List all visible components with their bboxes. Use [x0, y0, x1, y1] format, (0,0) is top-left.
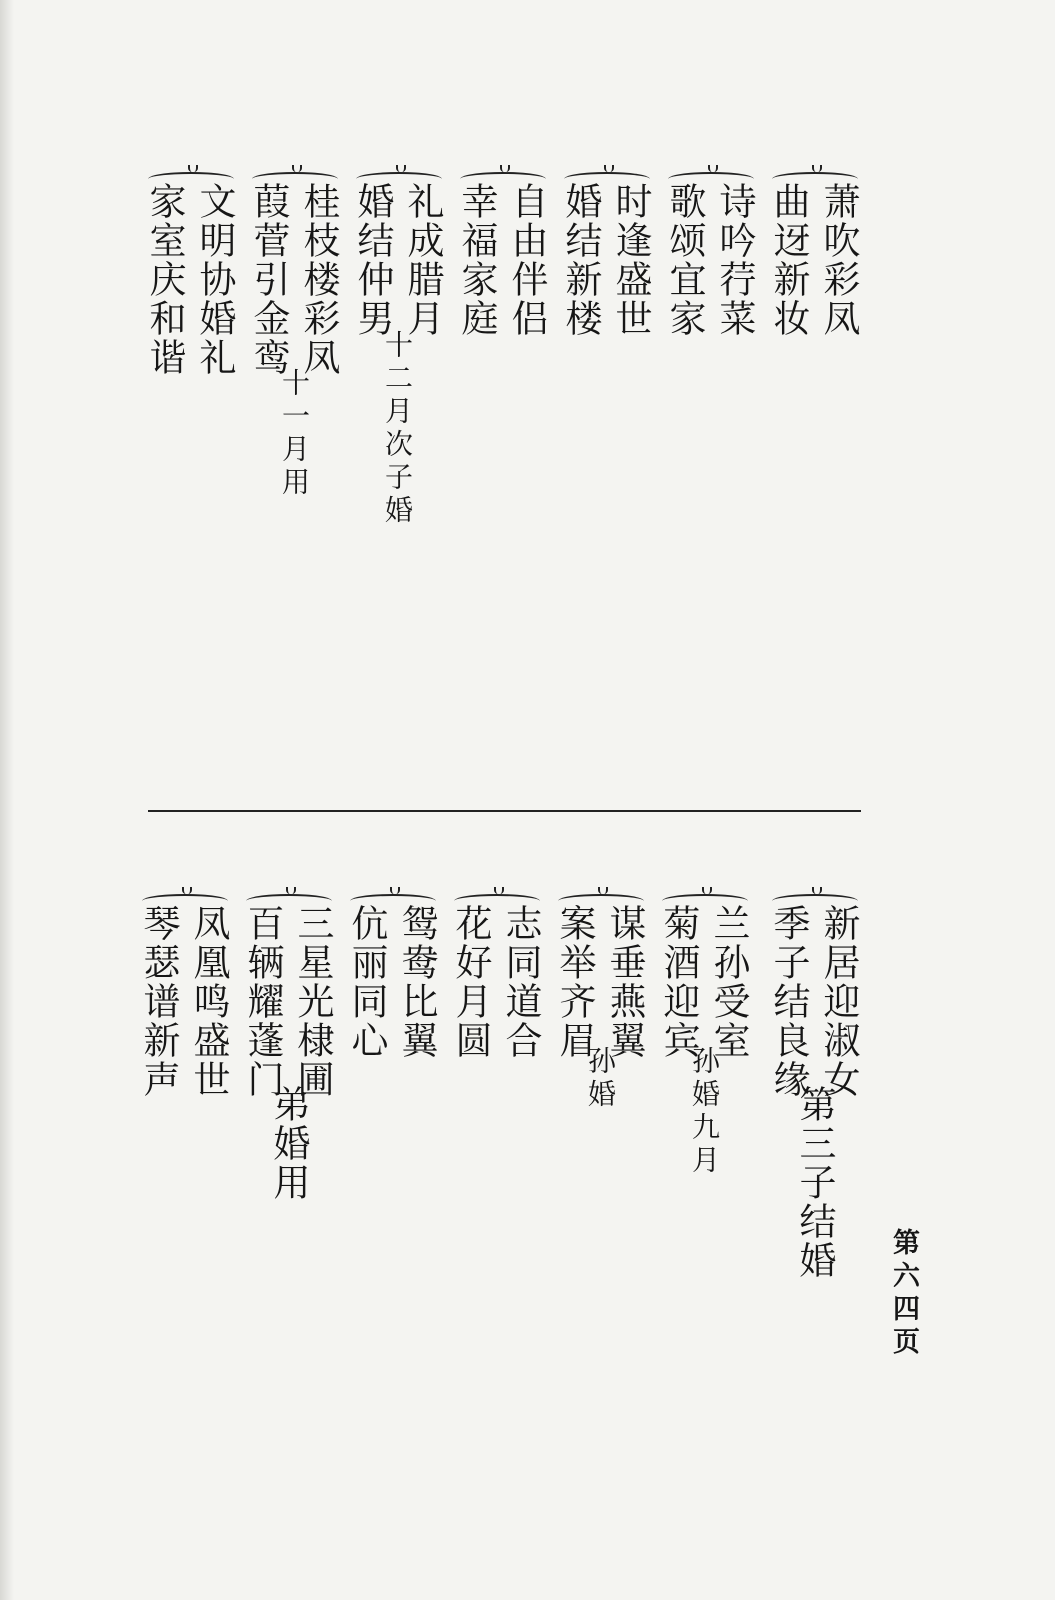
couplet-right-line: 萧吹彩凤: [817, 182, 860, 338]
couplet-right-line: 三星光棣圃: [291, 904, 334, 1099]
couplet-right-line: 桂枝楼彩凤: [297, 182, 340, 377]
couplet-left-line: 婚结新楼: [559, 182, 602, 338]
couplet-left-line: 曲迓新妆: [767, 182, 810, 338]
couplet-annotation: 十一月用: [278, 368, 311, 500]
couplet-right-line: 礼成腊月: [401, 182, 444, 338]
couplet-left-line: 菊酒迎宾: [657, 904, 700, 1060]
couplet-left-line: 季子结良缘: [767, 904, 810, 1099]
couplet-left-line: 百辆耀蓬门: [241, 904, 284, 1099]
couplet-annotation: 弟婚用: [267, 1085, 310, 1202]
page-number: 第六四页: [888, 1228, 919, 1360]
couplet-left-line: 花好月圆: [449, 904, 492, 1060]
couplet-left-line: 歌颂宜家: [663, 182, 706, 338]
couplet-left-line: 琴瑟谱新声: [137, 904, 180, 1099]
couplet-left-line: 葭菅引金鸾: [247, 182, 290, 377]
couplet-left-line: 伉丽同心: [345, 904, 388, 1060]
couplet-right-line: 兰孙受室: [707, 904, 750, 1060]
couplet-right-line: 志同道合: [499, 904, 542, 1060]
couplet-annotation: 十二月次子婚: [381, 330, 414, 528]
section-divider: [148, 810, 861, 812]
couplet-annotation: 孙婚九月: [688, 1046, 721, 1178]
couplet-right-line: 谋垂燕翼: [603, 904, 646, 1060]
couplet-left-line: 幸福家庭: [455, 182, 498, 338]
couplet-right-line: 时逢盛世: [609, 182, 652, 338]
couplet-right-line: 凤凰鸣盛世: [187, 904, 230, 1099]
page-edge-shadow: [0, 0, 14, 1600]
couplet-right-line: 自由伴侣: [505, 182, 548, 338]
couplet-left-line: 案举齐眉: [553, 904, 596, 1060]
couplet-right-line: 鸳鸯比翼: [395, 904, 438, 1060]
couplet-right-line: 新居迎淑女: [817, 904, 860, 1099]
couplet-left-line: 家室庆和谐: [143, 182, 186, 377]
couplet-annotation: 孙婚: [584, 1046, 617, 1112]
couplet-right-line: 文明协婚礼: [193, 182, 236, 377]
couplet-left-line: 婚结仲男: [351, 182, 394, 338]
couplet-right-line: 诗吟荇菜: [713, 182, 756, 338]
couplet-annotation: 第三子结婚: [793, 1085, 836, 1280]
